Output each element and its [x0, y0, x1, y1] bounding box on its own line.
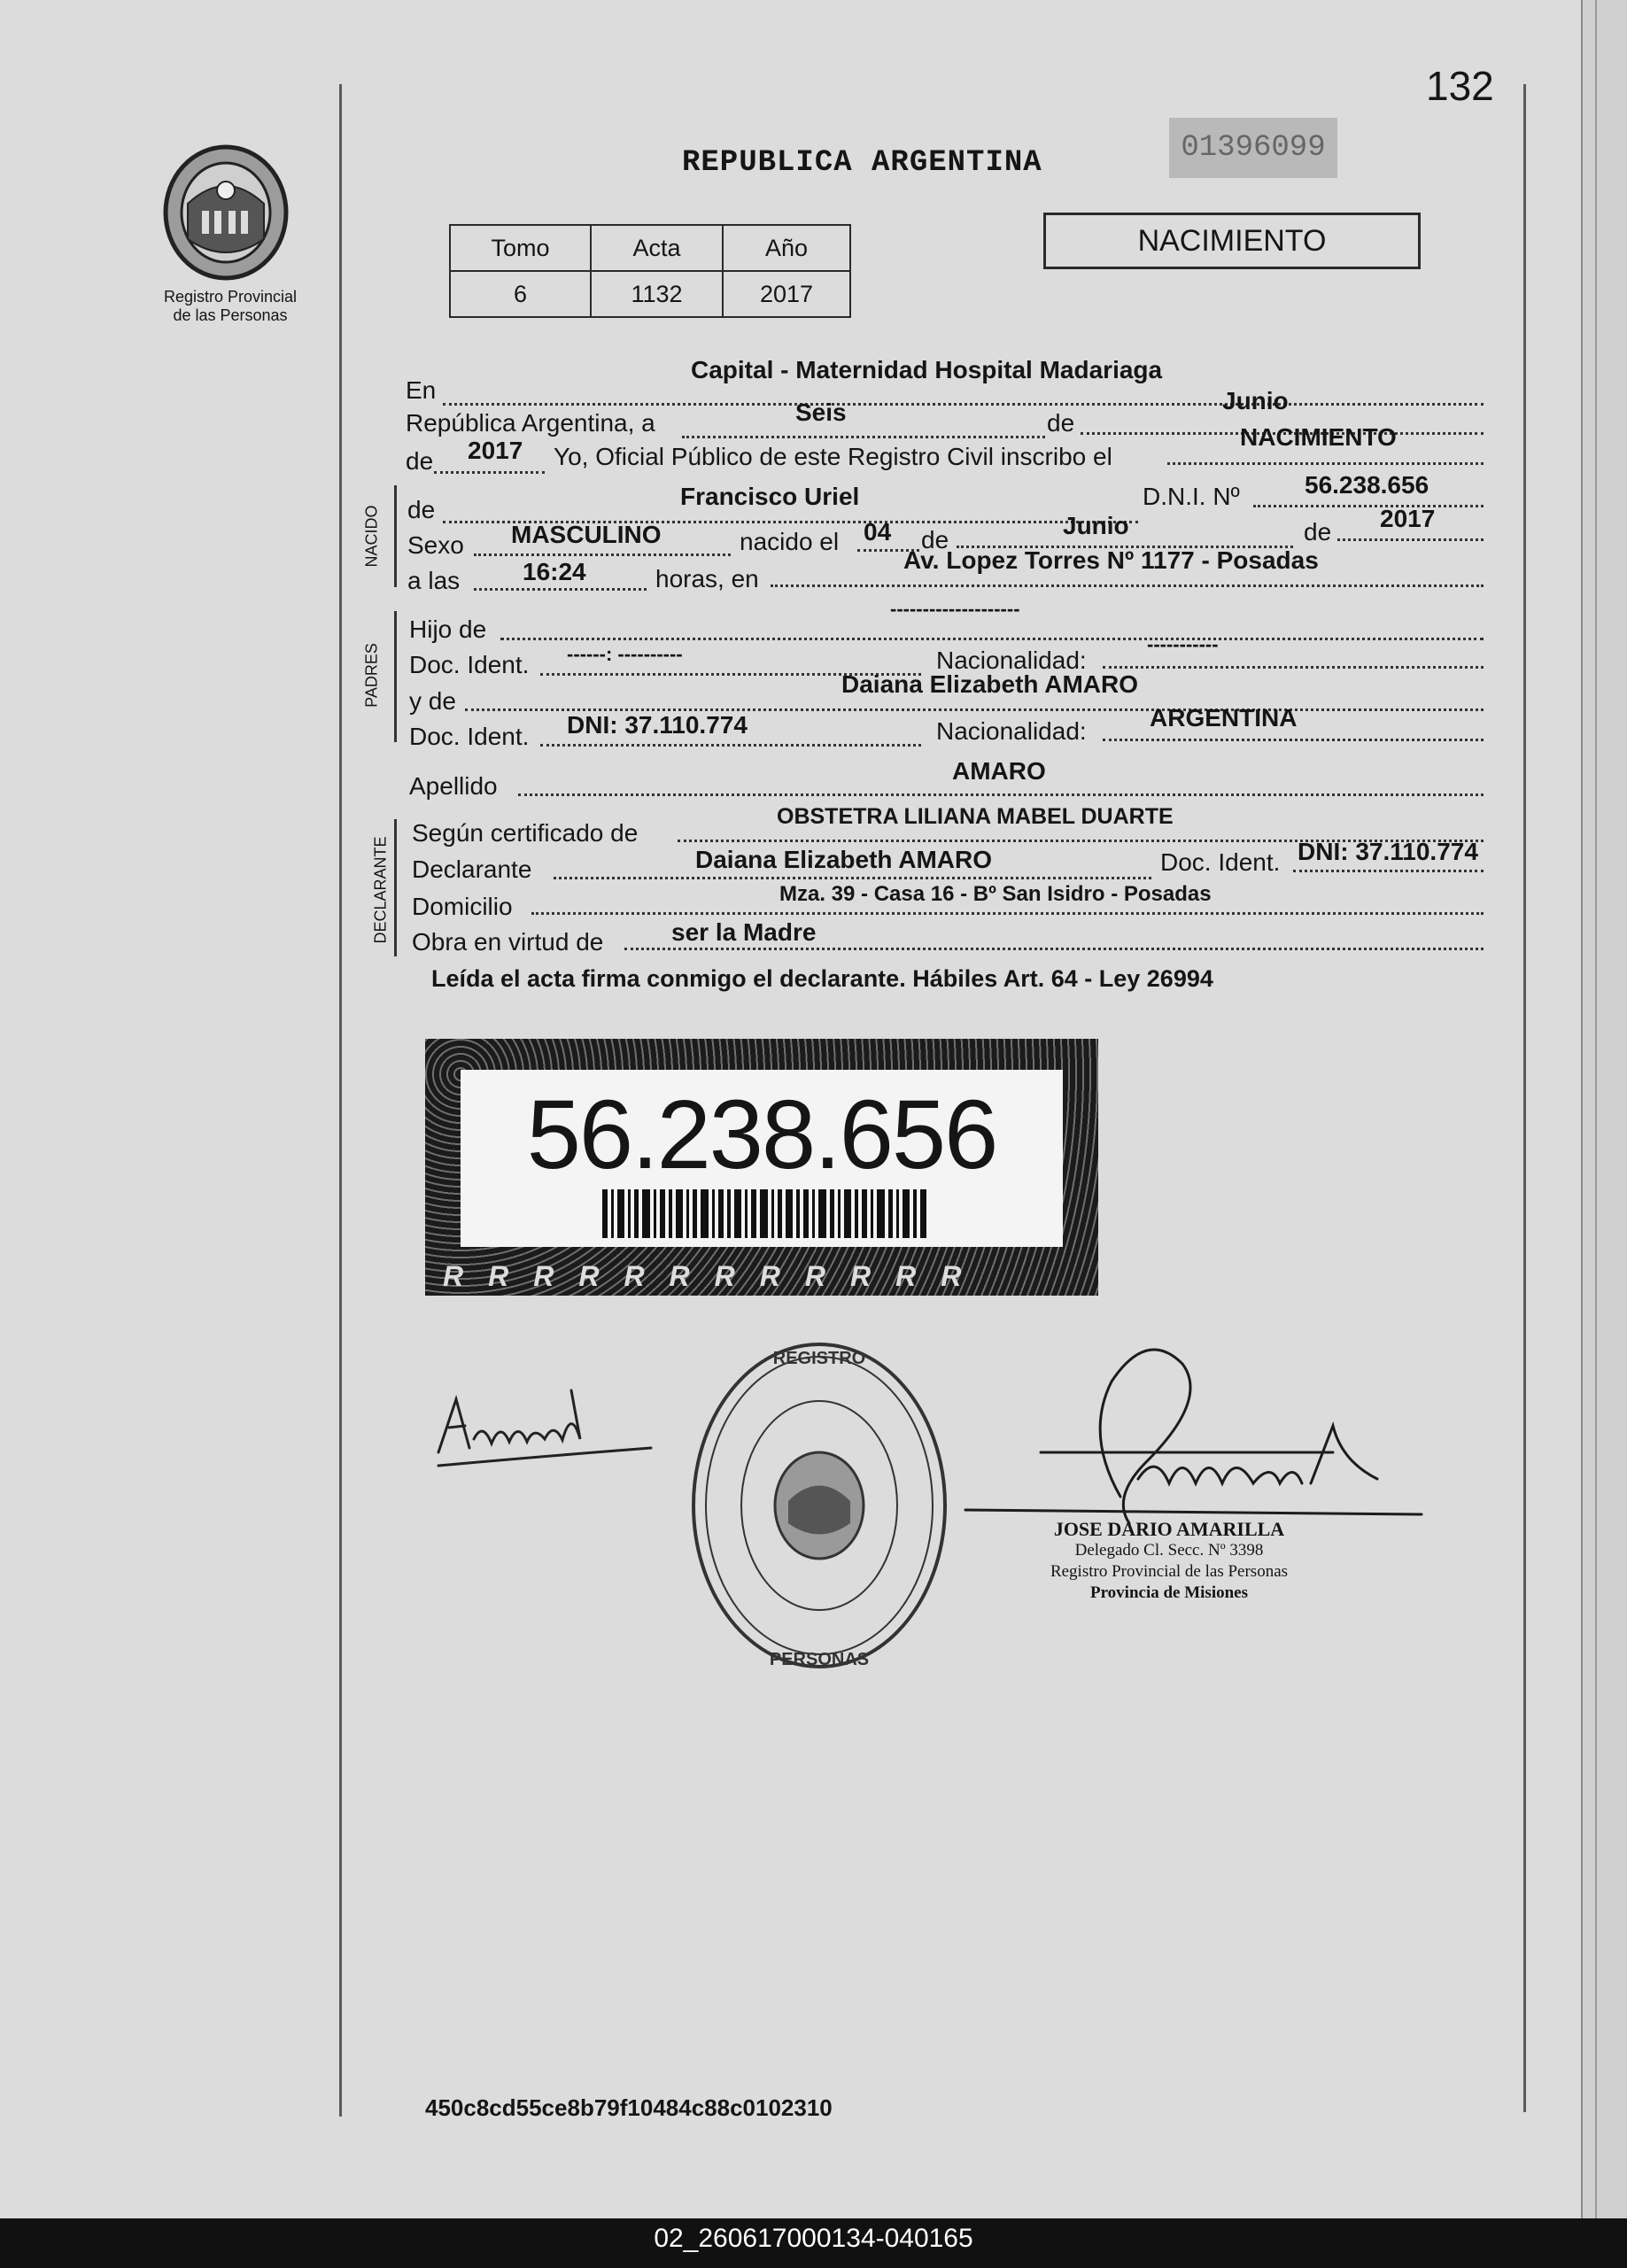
official-seal-icon	[686, 1337, 952, 1674]
yo-label: Yo, Oficial Público de este Registro Civil inscribo el	[554, 443, 1112, 470]
inscribo-value: NACIMIENTO	[1240, 423, 1397, 451]
official-province: Provincia de Misiones	[1089, 1583, 1249, 1602]
domicilio-value: Mza. 39 - Casa 16 - Bº San Isidro - Posadas	[779, 882, 1212, 906]
barcode-sticker	[425, 1039, 1098, 1296]
sexo-label: Sexo	[407, 531, 464, 559]
hijo-de-label: Hijo de	[409, 615, 487, 643]
child-name: Francisco Uriel	[680, 483, 860, 510]
doc2-label: Doc. Ident.	[409, 723, 530, 750]
de-label: de	[1047, 409, 1075, 437]
nac1-label: Nacionalidad:	[936, 646, 1087, 674]
birth-month: Junio	[1063, 512, 1129, 539]
en-label: En	[406, 376, 437, 404]
nacido-de-label: de	[407, 496, 436, 523]
dotted-line	[474, 553, 731, 556]
svg-text:PERSONAS: PERSONAS	[769, 1650, 870, 1669]
dotted-line	[1253, 505, 1484, 507]
horas-label: horas, en	[655, 565, 759, 592]
dotted-line	[554, 877, 1151, 879]
acta-header: Acta	[591, 225, 723, 271]
nacido-bracket	[394, 485, 397, 587]
dni-value: 56.238.656	[1305, 471, 1429, 499]
padres-section-label: PADRES	[362, 643, 381, 708]
birth-day: 04	[864, 518, 892, 546]
dotted-line	[540, 744, 921, 747]
nacido-section-label: NACIDO	[362, 505, 381, 568]
decl-doc-value: DNI: 37.110.774	[1298, 838, 1478, 865]
dotted-line	[434, 471, 545, 474]
nac2-label: Nacionalidad:	[936, 717, 1087, 745]
dotted-line	[1103, 739, 1484, 741]
nacido-de3-label: de	[1304, 518, 1332, 546]
stacked-pages-edge	[1581, 0, 1627, 2218]
official-stamp	[983, 1519, 1355, 1604]
birth-place: Av. Lopez Torres Nº 1177 - Posadas	[903, 546, 1319, 574]
father-doc: ------: ----------	[567, 643, 683, 665]
footer-caption: 02_260617000134-040165	[654, 2224, 973, 2253]
apellido-label: Apellido	[409, 772, 498, 800]
dotted-line	[1167, 462, 1484, 465]
apellido-value: AMARO	[952, 757, 1046, 785]
mother-nationality: ARGENTINA	[1150, 704, 1298, 731]
document-hash: 450c8cd55ce8b79f10484c88c0102310	[425, 2094, 833, 2121]
month-value: Junio	[1222, 387, 1289, 414]
cert-label: Según certificado de	[412, 819, 639, 847]
doc1-label: Doc. Ident.	[409, 651, 530, 678]
right-margin-line	[1523, 84, 1526, 2112]
father-name: --------------------	[890, 598, 1020, 620]
birth-year: 2017	[1380, 505, 1436, 532]
mother-name: Daiana Elizabeth AMARO	[841, 670, 1139, 698]
de2-label: de	[406, 447, 434, 475]
dotted-line	[531, 912, 1484, 915]
anio-value: 2017	[723, 271, 850, 317]
father-nationality: -----------	[1147, 633, 1219, 655]
nacido-de2-label: de	[921, 526, 949, 553]
year-value: 2017	[468, 437, 523, 464]
padres-bracket	[394, 611, 397, 742]
sexo-value: MASCULINO	[511, 521, 662, 548]
obra-label: Obra en virtud de	[412, 928, 604, 956]
dotted-line	[518, 793, 1484, 796]
dotted-line	[624, 948, 1484, 950]
page-number: 132	[1426, 63, 1494, 109]
dotted-line	[682, 436, 1045, 438]
barcode-number: 56.238.656	[526, 1080, 997, 1189]
closing-statement: Leída el acta firma conmigo el declarante. Hábiles Art. 64 - Ley 26994	[431, 965, 1213, 992]
y-de-label: y de	[409, 687, 456, 715]
declarante-section-label: DECLARANTE	[371, 836, 390, 944]
security-strip: RRRRRRRRRRRR	[443, 1260, 987, 1292]
mother-doc: DNI: 37.110.774	[567, 711, 748, 739]
left-margin-line	[339, 84, 342, 2117]
domicilio-label: Domicilio	[412, 893, 513, 920]
dni-label: D.N.I. Nº	[1143, 483, 1240, 510]
dotted-line	[474, 588, 647, 591]
a-las-label: a las	[407, 567, 461, 594]
declarant-signature	[430, 1373, 660, 1479]
tomo-header: Tomo	[450, 225, 591, 271]
dotted-line	[1293, 870, 1484, 872]
dotted-line	[1337, 538, 1484, 541]
barcode-label	[461, 1070, 1063, 1247]
day-value: Seis	[795, 399, 847, 426]
official-name: JOSE DARIO AMARILLA	[1053, 1518, 1285, 1540]
declarante-bracket	[394, 819, 397, 956]
province-crest-icon	[159, 142, 292, 283]
obra-value: ser la Madre	[671, 918, 817, 946]
dotted-line	[1103, 666, 1484, 669]
country-title: REPUBLICA ARGENTINA	[682, 146, 1042, 180]
dotted-line	[500, 638, 1484, 640]
republica-label: República Argentina, a	[406, 409, 655, 437]
declarante-label: Declarante	[412, 855, 532, 883]
dotted-line	[443, 403, 1484, 406]
birth-time: 16:24	[523, 558, 586, 585]
registry-caption: Registro Provincial de las Personas	[163, 288, 298, 324]
tomo-value: 6	[450, 271, 591, 317]
dotted-line	[771, 584, 1484, 587]
barcode-icon	[602, 1189, 930, 1238]
serial-number: 01396099	[1169, 118, 1337, 178]
decl-doc-label: Doc. Ident.	[1160, 848, 1281, 876]
declarante-value: Daiana Elizabeth AMARO	[695, 846, 993, 873]
official-office: Registro Provincial de las Personas	[1050, 1562, 1289, 1581]
official-title: Delegado Cl. Secc. Nº 3398	[1074, 1541, 1264, 1560]
record-table	[449, 224, 851, 318]
anio-header: Año	[723, 225, 850, 271]
cert-value: OBSTETRA LILIANA MABEL DUARTE	[777, 804, 1174, 829]
nacido-el-label: nacido el	[740, 528, 840, 555]
place-of-registration: Capital - Maternidad Hospital Madariaga	[691, 356, 1163, 383]
record-type-box: NACIMIENTO	[1043, 213, 1421, 269]
acta-value: 1132	[591, 271, 723, 317]
svg-text:REGISTRO: REGISTRO	[772, 1349, 866, 1368]
